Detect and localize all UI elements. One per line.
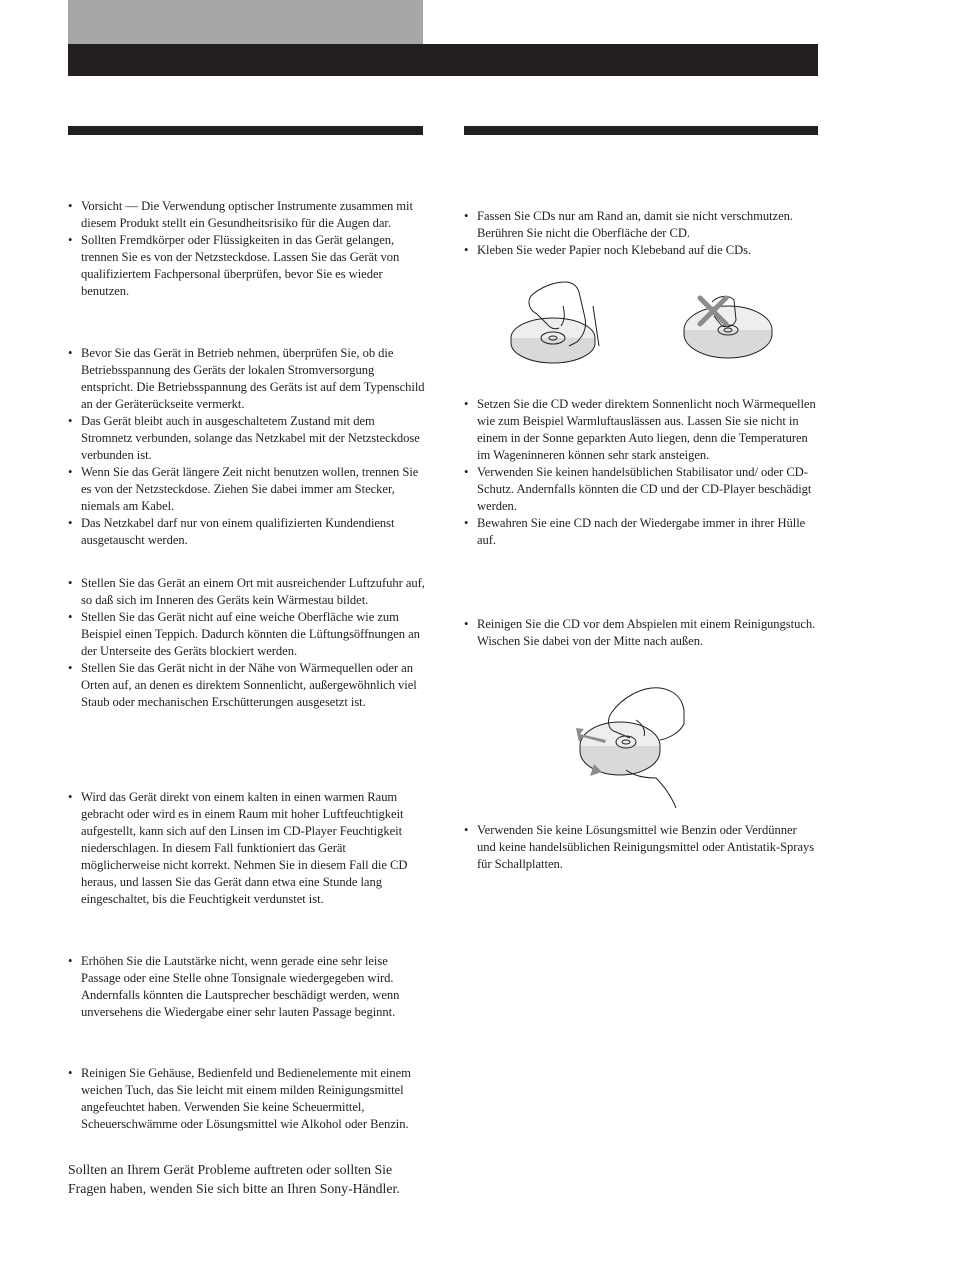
- condensation-list: [68, 789, 426, 908]
- volume-list: [68, 953, 426, 1021]
- right-section-rule: [464, 126, 818, 135]
- disc-handling-list: [464, 208, 816, 259]
- list-item: • Vorsicht — Die Verwendung optischer Instrumente zusammen mit diesem Produkt stellt ein Gesundheitsrisiko für die Augen dar.: [68, 198, 426, 232]
- header-bar: [68, 44, 818, 76]
- cd-hold-illustration: [505, 276, 625, 366]
- list-item: • Kleben Sie weder Papier noch Klebeband auf die CDs.: [464, 242, 816, 259]
- list-item: • Bevor Sie das Gerät in Betrieb nehmen, überprüfen Sie, ob die Betriebsspannung des Geräts der lokalen Stromversorgung entspricht. Die Betriebsspannung des Geräts ist auf dem Typenschild an der Geräterückseite vermerkt.: [68, 345, 426, 413]
- list-item: • Setzen Sie die CD weder direktem Sonnenlicht noch Wärmequellen wie zum Beispiel Warmluftauslässen aus. Lassen Sie sie nicht in einem in der Sonne geparkten Auto liegen, denn die Temperaturen im Wageninneren können sehr stark ansteigen.: [464, 396, 816, 464]
- cd-no-touch-illustration: [682, 292, 774, 364]
- disc-cleaning-list: [464, 616, 816, 650]
- solvent-warning-list: [464, 822, 816, 873]
- list-item: • Stellen Sie das Gerät nicht auf eine weiche Oberfläche wie zum Beispiel einen Teppich. Dadurch könnten die Lüftungsöffnungen an der Unterseite des Geräts blockiert werden.: [68, 609, 426, 660]
- safety-list: [68, 198, 426, 300]
- list-item: • Sollten Fremdkörper oder Flüssigkeiten in das Gerät gelangen, trennen Sie es von der Netzsteckdose. Lassen Sie das Gerät von qualifiziertem Fachpersonal überprüfen, bevor Sie es wieder benutzen.: [68, 232, 426, 300]
- list-item: • Das Netzkabel darf nur von einem qualifizierten Kundendienst ausgetauscht werden.: [68, 515, 426, 549]
- list-item: • Bewahren Sie eine CD nach der Wiedergabe immer in ihrer Hülle auf.: [464, 515, 816, 549]
- list-item: • Reinigen Sie Gehäuse, Bedienfeld und Bedienelemente mit einem weichen Tuch, das Sie leicht mit einem milden Reinigungsmittel angefeuchtet haben. Verwenden Sie keine Scheuermittel, Scheuerschwämme oder Lösungsmittel wie Alkohol oder Benzin.: [68, 1065, 426, 1133]
- list-item: • Wird das Gerät direkt von einem kalten in einen warmen Raum gebracht oder wird es in einem Raum mit hoher Luftfeuchtigkeit aufgestellt, kann sich auf den Linsen im CD-Player Feuchtigkeit niederschlagen. In diesem Fall funktioniert das Gerät möglicherweise nicht korrekt. Nehmen Sie in diesem Fall die CD heraus, und lassen Sie das Gerät dann etwa eine Stunde lang eingeschaltet, bis die Feuchtigkeit verdunstet ist.: [68, 789, 426, 908]
- cd-wipe-illustration: [576, 684, 688, 808]
- placement-list: [68, 575, 426, 711]
- list-item: • Fassen Sie CDs nur am Rand an, damit sie nicht verschmutzen. Berühren Sie nicht die Oberfläche der CD.: [464, 208, 816, 242]
- left-section-rule: [68, 126, 423, 135]
- power-sources-list: [68, 345, 426, 549]
- cleaning-list: [68, 1065, 426, 1133]
- list-item: • Wenn Sie das Gerät längere Zeit nicht benutzen wollen, trennen Sie es von der Netzsteckdose. Ziehen Sie dabei immer am Stecker, niemals am Kabel.: [68, 464, 426, 515]
- list-item: • Verwenden Sie keinen handelsüblichen Stabilisator und/ oder CD-Schutz. Andernfalls könnten die CD und der CD-Player beschädigt werden.: [464, 464, 816, 515]
- header-tab-block: [68, 0, 423, 44]
- disc-storage-list: [464, 396, 816, 549]
- closing-paragraph: Sollten an Ihrem Gerät Probleme auftreten oder sollten Sie Fragen haben, wenden Sie sich bitte an Ihren Sony-Händler.: [68, 1162, 400, 1196]
- list-item: • Reinigen Sie die CD vor dem Abspielen mit einem Reinigungstuch. Wischen Sie dabei von der Mitte nach außen.: [464, 616, 816, 650]
- list-item: • Erhöhen Sie die Lautstärke nicht, wenn gerade eine sehr leise Passage oder eine Stelle ohne Tonsignale wiedergegeben wird. Andernfalls könnten die Lautsprecher beschädigt werden, wenn unversehens die Wiedergabe einer sehr lauten Passage beginnt.: [68, 953, 426, 1021]
- list-item: • Stellen Sie das Gerät an einem Ort mit ausreichender Luftzufuhr auf, so daß sich im Inneren des Geräts kein Wärmestau bildet.: [68, 575, 426, 609]
- list-item: • Stellen Sie das Gerät nicht in der Nähe von Wärmequellen oder an Orten auf, an denen es direktem Sonnenlicht, außergewöhnlich viel Staub oder mechanischen Erschütterungen ausgesetzt ist.: [68, 660, 426, 711]
- list-item: • Das Gerät bleibt auch in ausgeschaltetem Zustand mit dem Stromnetz verbunden, solange das Netzkabel mit der Netzsteckdose verbunden ist.: [68, 413, 426, 464]
- list-item: • Verwenden Sie keine Lösungsmittel wie Benzin oder Verdünner und keine handelsüblichen Reinigungsmittel oder Antistatik-Sprays für Schallplatten.: [464, 822, 816, 873]
